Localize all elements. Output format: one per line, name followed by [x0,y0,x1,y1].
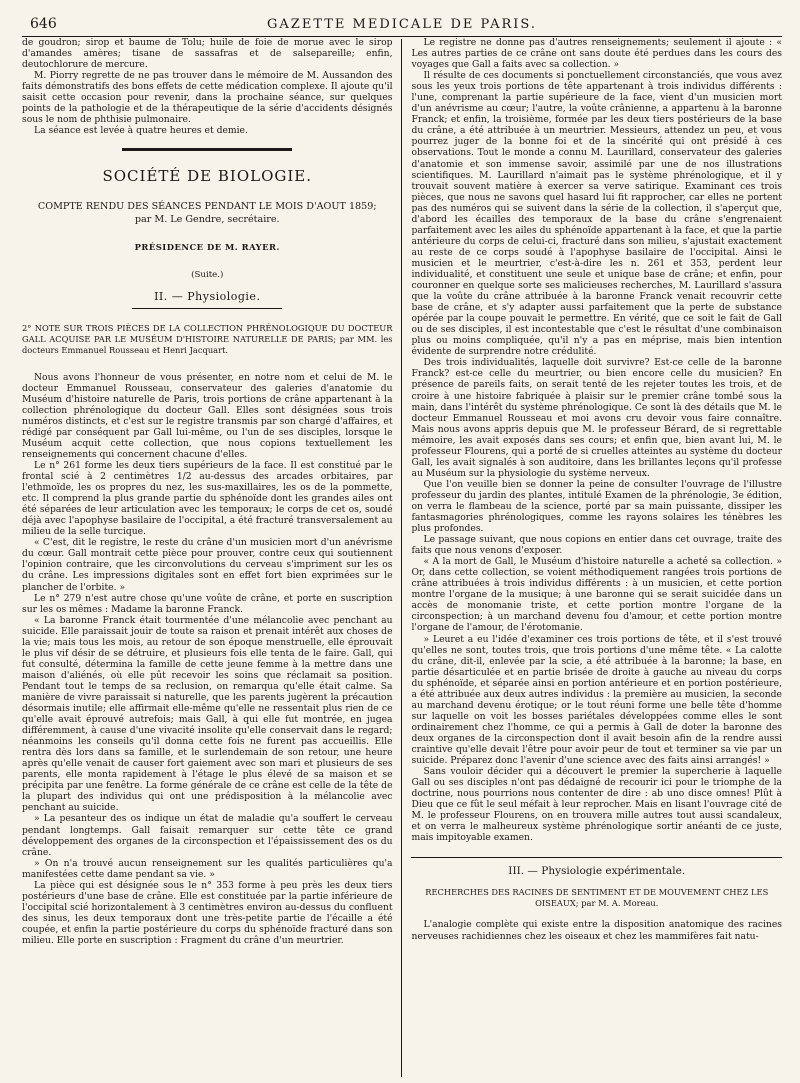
body-paragraph: » La pesanteur des os indique un état de maladie qu'a souffert le cerveau pendant longtemps. Gall faisait remarquer sur cette tête ce grand développement des organes de la circonspection et l'épaississement des os du crâne. [22,813,393,858]
body-paragraph: « C'est, dit le registre, le reste du crâne d'un musicien mort d'un anévrisme du cœur. Gall montrait cette pièce pour prouver, contre ceux qui soutiennent l'opinion contraire, que les circonvolutions du cerveau s'impriment sur les os du crâne. Les impressions digitales sont en effet fort bien exprimées sur le plancher de l'orbite. » [22,537,393,593]
body-paragraph: Nous avons l'honneur de vous présenter, en notre nom et celui de M. le docteur Emmanuel Rousseau, conservateur des galeries d'anatomie du Muséum d'histoire naturelle de Paris, trois portions de crâne appartenant à la collection phrénologique du docteur Gall. Elles sont désignées sous trois numéros distincts, et c'est sur le registre transmis par son chargé d'affaires, et rédigé par conséquent par Gall lui-même, ou l'un de ses disciples, lorsque le Muséum acquit cette collection, que nous copions textuellement les renseignements qui concernent chacune d'elles. [22,371,393,460]
section-rule [132,308,282,309]
section-heading-3: III. — Physiologie expérimentale. [508,865,686,878]
body-paragraph: La pièce qui est désignée sous le n° 353 forme à peu près les deux tiers postérieurs d'une base de crâne. Elle est constituée par la partie inférieure de l'occipital scié horizontalement à 3 centimètres environ au-dessus du confluent des sinus, les deux temporaux dont une très-petite partie de l'écaille a été coupée, et enfin la partie postérieure du corps du sphénoïde fracturé dans son milieu. Elle porte en suscription : Fragment du crâne d'un meurtrier. [22,879,393,946]
left-column [22,37,401,1077]
body-paragraph: « La baronne Franck était tourmentée d'une mélancolie avec penchant au suicide. Elle paraissait jouir de toute sa raison et prenait intérêt aux choses de la vie; mais tous les mois, au retour de son époque menstruelle, elle éprouvait le plus vif désir de se détruire, et plusieurs fois elle tenta de le faire. Gall, qui fut consulté, détermina la famille de cette jeune femme à la mettre dans une maison d'aliénés, où elle pût recevoir les soins que réclamait sa position. Pendant tout le temps de sa reclusion, on remarqua qu'elle était calme. Sa manière de vivre paraissait si naturelle, que les parents jugèrent la précaution désormais inutile; elle affirmait elle-même qu'elle ne ressentait plus rien de ce qu'elle avait éprouvé autrefois; mais Gall, à qui elle fut montrée, en jugea différemment, à cause d'une vivacité insolite qu'elle conservait dans le regard; néanmoins les conseils qu'il donna cette fois ne furent pas accueillis. Elle rentra dès lors dans sa famille, et le surlendemain de son retour, une heure après qu'elle venait de causer fort gaiement avec son mari et plusieurs de ses parents, elle monta rapidement à l'étage le plus élevé de sa maison et se précipita par une fenêtre. La forme générale de ce crâne est celle de la tête de la plupart des individus qui ont une prédisposition à la mélancolie avec penchant au suicide. [22,614,393,814]
columns [22,37,782,1077]
suite-label: (Suite.) [191,269,224,280]
intro-paragraph: La séance est levée à quatre heures et demie. [34,125,248,137]
body-paragraph: Il résulte de ces documents si ponctuellement circonstanciés, que vous avez sous les yeux trois portions de tête appartenant à trois individus différents : l'une, comprenant la partie supérieure de la face, vient d'un musicien mort d'un anévrisme au cœur; l'autre, la voûte crânienne, a appartenu à la baronne Franck; et enfin, la troisième, formée par les deux tiers postérieurs de la base du crâne, a été attribuée à un meurtrier. Messieurs, attendez un peu, et vous pourrez juger de la bonne foi et de la sincérité qui ont présidé à ces observations. Tout le monde a connu M. Laurillard, conservateur des galeries d'anatomie et son immense savoir, assimilé par une de nos illustrations scientifiques. M. Laurillard n'aimait pas le système phrénologique, et il y trouvait souvent matière à exercer sa verve satirique. Examinant ces trois pièces, que nous ne savons quel hasard lui fit rapprocher, car elles ne portent pas des numéros qui se suivent dans la série de la collection, il s'aperçut que, d'abord les écailles des temporaux de la base du crâne s'engrenaient parfaitement avec les ailes du sphénoïde appartenant à la face, et que la partie antérieure du corps de celui-ci, fracturé dans son milieu, s'ajustait exactement au reste de ce corps soudé à l'apophyse basilaire de l'occipital. Ainsi le musicien et le meurtrier, c'est-à-dire les n. 261 et 353, perdent leur individualité, et constituent une seule et unique base de crâne; et enfin, pour couronner en quelque sorte ses malicieuses recherches, M. Laurillard s'assura que la voûte du crâne attribuée à la baronne Franck venait recouvrir cette base de crâne, et s'y adapter aussi parfaitement que la perte de substance opérée par la coupe pouvait le permettre. En vérité, que ce soit le fait de Gall ou de ses disciples, il est incontestable que c'est le résultat d'une combinaison plus ou moins compliquée, qu'il n'y a pas en méprise, mais bien intention évidente de surprendre notre crédulité. [411,70,782,358]
body-paragraph: « A la mort de Gall, le Muséum d'histoire naturelle a acheté sa collection. » Or, dans cette collection, se voient méthodiquement rangées trois portions de crâne attribuées à trois individus différents : à un musicien, et cette portion montre l'organe de la musique; à une baronne qui se serait suicidée dans un accès de monomanie triste, et cette portion montre l'organe de la circonspection; à un marchand devenu fou d'amour, et cette portion montre l'organe de l'amour, de l'érotomanie. [411,556,782,634]
page-number: 646 [30,16,57,32]
body-paragraph: » Leuret a eu l'idée d'examiner ces trois portions de tête, et il s'est trouvé qu'elles ne sont, toutes trois, que trois portions d'une même tête. « La calotte du crâne, dit-il, enlevée par la scie, a été attribuée à la baronne; la base, en partie désarticulée et en partie brisée de droite à gauche au niveau du corps du sphénoïde, et séparée ainsi en portion antérieure et en portion postérieure, a été attribuée aux deux autres individus : la première au musicien, la seconde au marchand devenu érotique; or le tout réuni forme une belle tête d'homme sur laquelle on voit les bosses pariétales développées comme elles le sont ordinairement chez l'homme, ce qui a permis à Gall de doter la baronne des deux organes de la circonspection dont il avait besoin afin de la rendre aussi craintive qu'elle devait l'être pour avoir peur de tout et terminer sa vie par un suicide. Préparez donc l'avenir d'une science avec des faits ainsi arrangés! » [411,633,782,767]
presidence-line: PRÉSIDENCE DE M. RAYER. [134,242,280,253]
running-head [22,14,782,37]
body-paragraph: Le registre ne donne pas d'autres renseignements; seulement il ajoute : « Les autres parties de ce crâne ont sans doute été perdues dans les cours des voyages que Gall a faits avec sa collection. » [411,37,782,71]
report-heading [22,200,393,226]
intro-paragraph: M. Piorry regrette de ne pas trouver dans le mémoire de M. Aussandon des faits démonstratifs des bons effets de cette médication complexe. Il ajoute qu'il saisit cette occasion pour revenir, dans la prochaine séance, sur quelques points de la pathologie et de la thérapeutique de la série d'accidents désignés sous le nom de phthisie pulmonaire. [22,70,393,126]
body-paragraph: Le n° 261 forme les deux tiers supérieurs de la face. Il est constitué par le frontal scié à 2 centimètres 1/2 au-dessus des arcades orbitaires, par l'ethmoïde, les os propres du nez, les sus-maxillaires, les os de la pommette, etc. Il comprend la plus grande partie du sphénoïde dont les grandes ailes ont été séparées de leur articulation avec les temporaux; le corps de cet os, soudé déjà avec l'apophyse basilaire de l'occipital, a été fracturé transversalement au milieu de la selle turcique. [22,459,393,538]
right-column [401,37,782,1077]
compte-rendu: COMPTE RENDU DES SÉANCES PENDANT LE MOIS D'AOUT 1859; [37,201,377,213]
body-paragraph: Des trois individualités, laquelle doit survivre? Est-ce celle de la baronne Franck? est-ce celle du meurtrier, ou bien encore celle du musicien? En présence de pareils faits, on serait tenté de les rejeter toutes les trois, et de croire à une histoire fabriquée à plaisir sur le premier crâne tombé sous la main, dans l'intérêt du système phrénologique. Ce sont là des détails que M. le docteur Emmanuel Rousseau et moi avons cru devoir vous faire connaître. Mais nous avons appris depuis que M. le professeur Bérard, de si regrettable mémoire, les avait exposés dans ses cours; et enfin que, bien avant lui, M. le professeur Flourens, qui a porté de si cruelles atteintes au système du docteur Gall, les avait signalés à son auditoire, dans les brillantes leçons qu'il professe au Muséum sur la physiologie du système nerveux. [411,357,782,479]
body-paragraph: Que l'on veuille bien se donner la peine de consulter l'ouvrage de l'illustre professeur du jardin des plantes, intitulé Examen de la phrénologie, 3e édition, on verra le flambeau de la science, porté par sa main puissante, dissiper les fantasmagories phrénologiques, comme les rayons solaires les ténèbres les plus profondes. [411,478,782,535]
body-paragraph: » On n'a trouvé aucun renseignement sur les qualités particulières qu'a manifestées cette dame pendant sa vie. » [22,857,393,880]
body-paragraph: Le n° 279 n'est autre chose qu'une voûte de crâne, et porte en suscription sur les os mêmes : Madame la baronne Franck. [22,592,393,615]
research-title: RECHERCHES DES RACINES DE SENTIMENT ET DE MOUVEMENT CHEZ LES OISEAUX; par M. A. Moreau. [425,887,769,909]
section-heading: II. — Physiologie. [154,289,261,303]
note-title: 2° NOTE SUR TROIS PIÈCES DE LA COLLECTION PHRÉNOLOGIQUE DU DOCTEUR GALL ACQUISE PAR LE MUSÉUM D'HISTOIRE NATURELLE DE PARIS; par MM. les docteurs Emmanuel Rousseau et Henri Jacquart. [22,322,393,355]
journal-title: GAZETTE MEDICALE DE PARIS. [267,17,537,32]
section-rule [411,857,782,858]
section-separator [122,148,292,151]
body-paragraph: L'analogie complète qui existe entre la disposition anatomique des racines nerveuses rachidiennes chez les oiseaux et chez les mammifères fait natu- [411,919,782,942]
society-title: SOCIÉTÉ DE BIOLOGIE. [102,167,313,186]
intro-paragraph: de goudron; sirop et baume de Tolu; huile de foie de morue avec le sirop d'amandes amères; tisane de sassafras et de salsepareille; enfin, deutochlorure de mercure. [22,37,393,71]
body-paragraph: Le passage suivant, que nous copions en entier dans cet ouvrage, traite des faits que nous venons d'exposer. [411,534,782,557]
secretary-line: par M. Le Gendre, secrétaire. [134,214,280,226]
body-paragraph: Sans vouloir décider qui a découvert le premier la supercherie à laquelle Gall ou ses disciples n'ont pas dédaigné de recourir ici pour le triomphe de la doctrine, nous pourrions nous contenter de dire : ab uno disce omnes! Plût à Dieu que ce fût le seul méfait à leur reprocher. Mais en lisant l'ouvrage cité de M. le professeur Flourens, on en trouvera mille autres tout aussi scandaleux, et on verra le malheureux système phrénologique sortir anéanti de ce juste, mais impitoyable examen. [411,766,782,844]
